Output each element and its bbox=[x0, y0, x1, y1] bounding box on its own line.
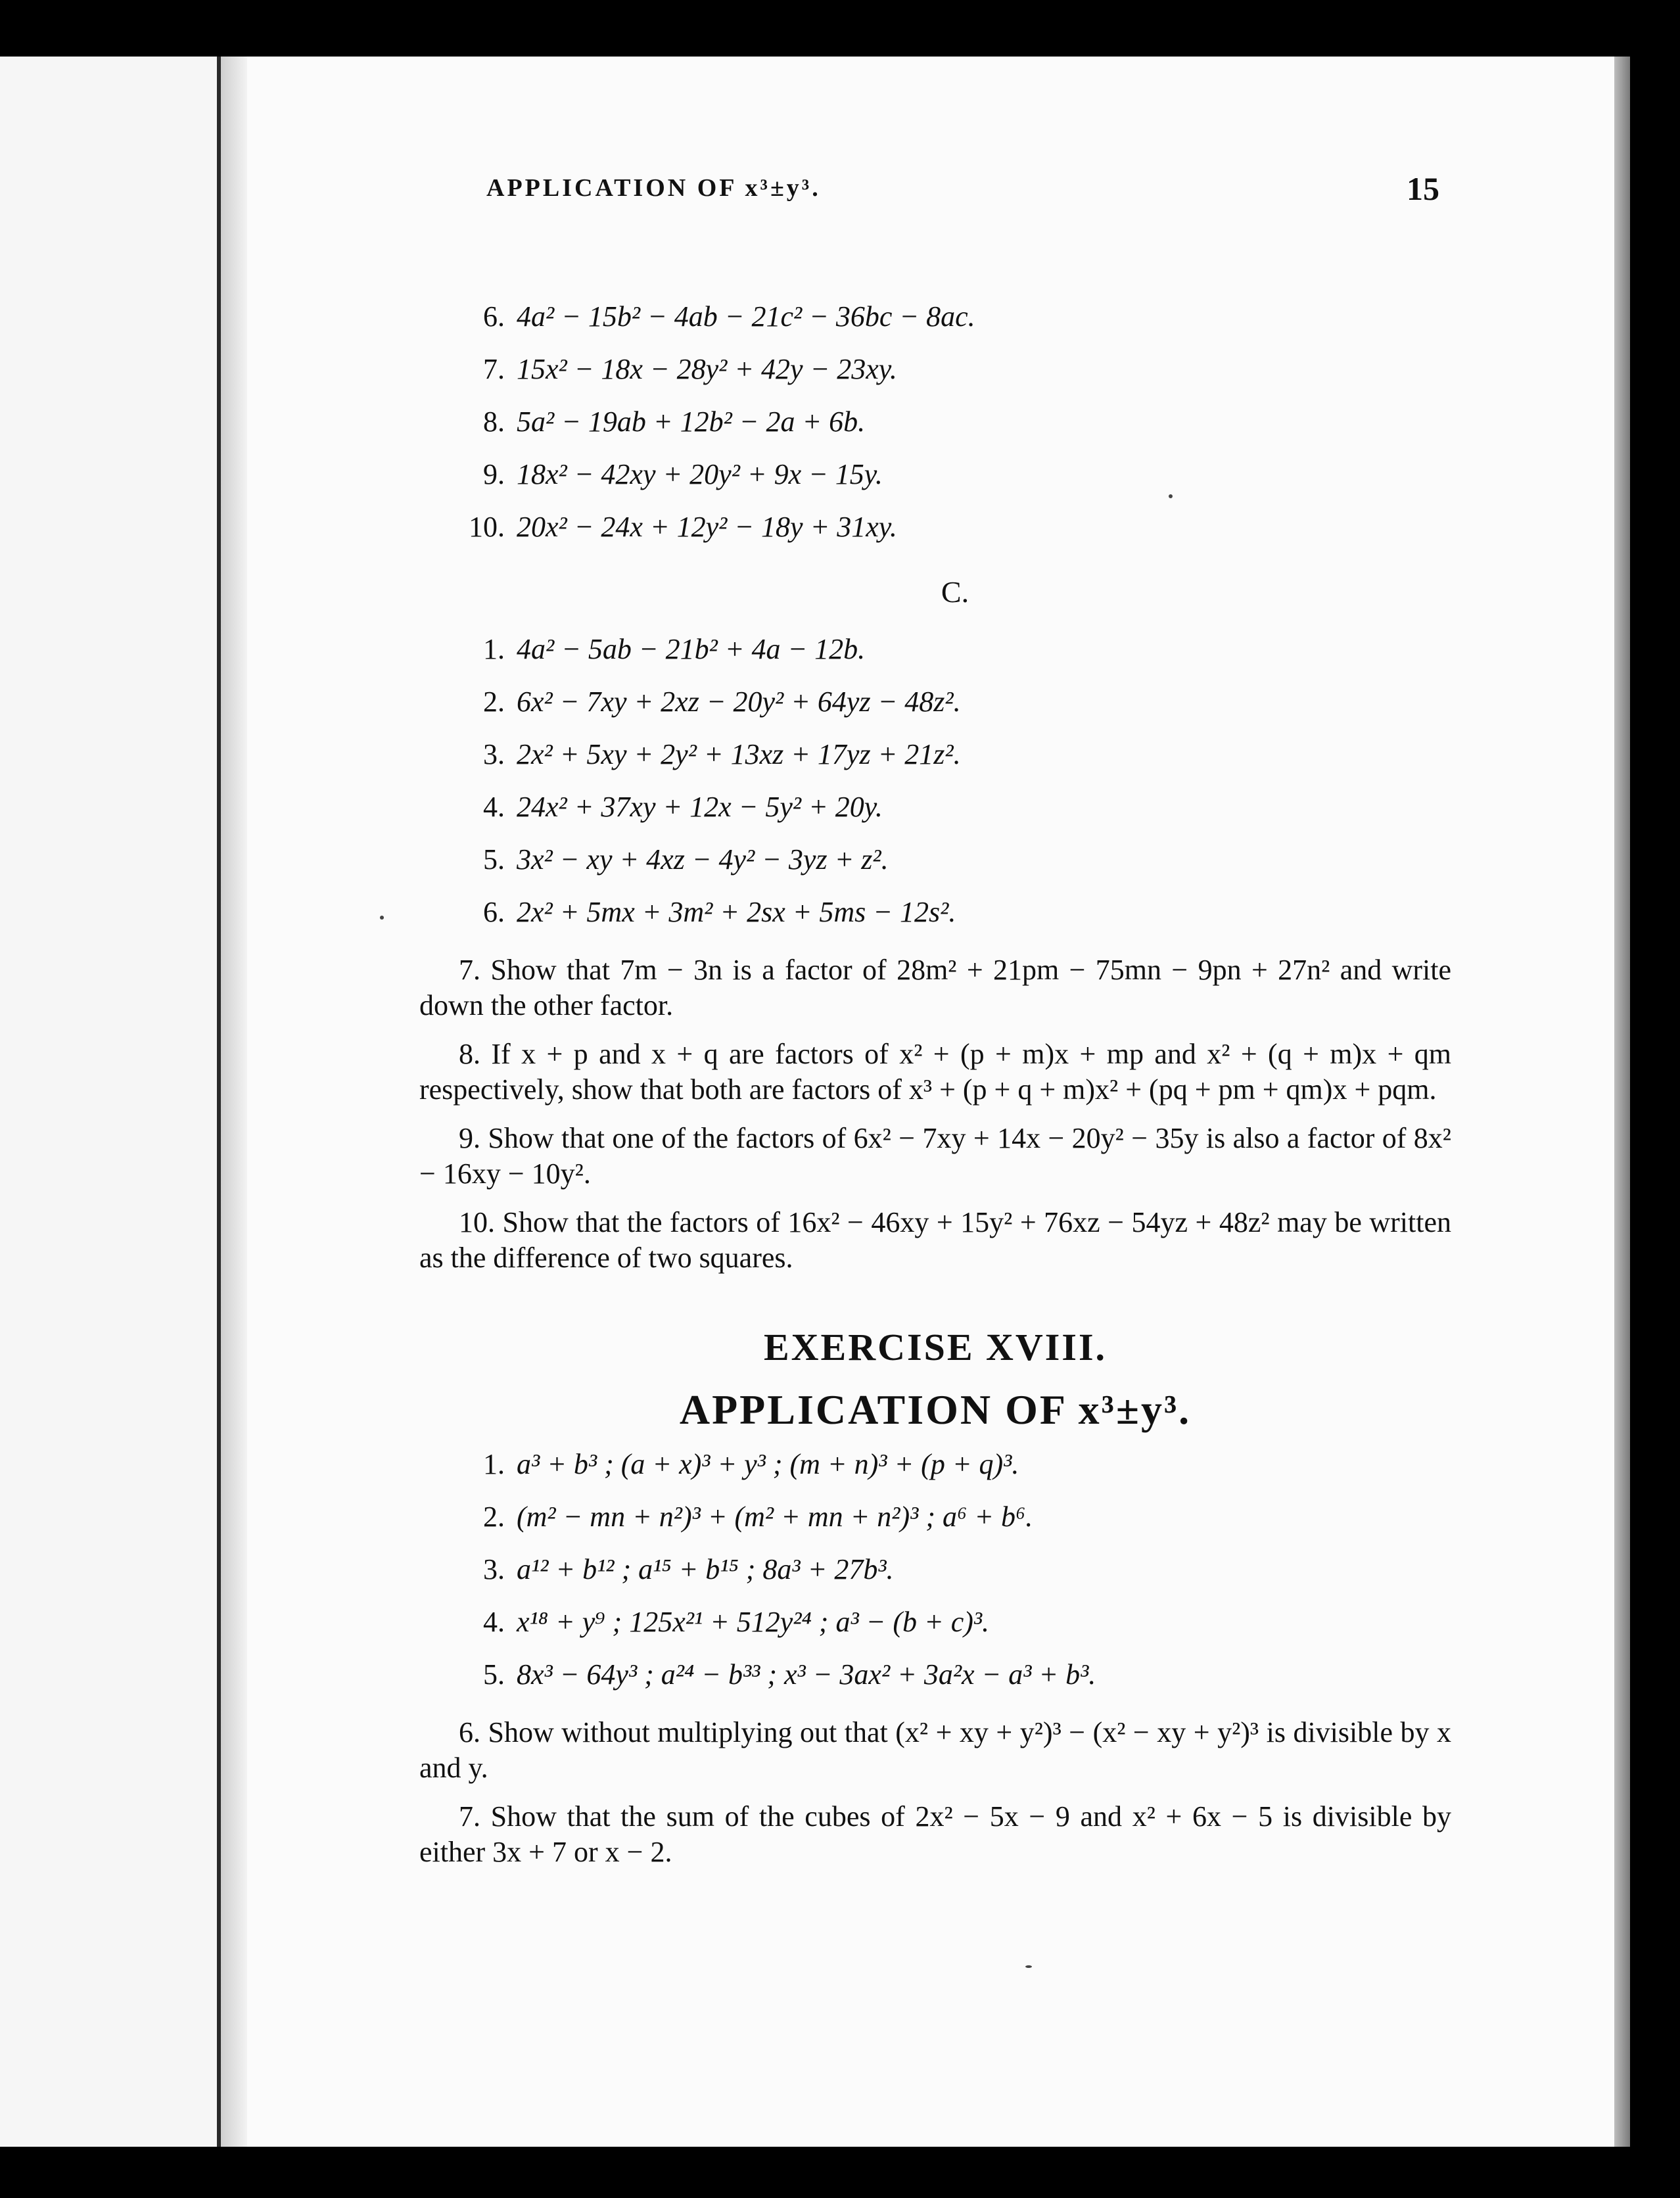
problem-item: 10. Show that the factors of 16x² − 46xy + 15y² + 76xz − 54yz + 48z² may be written as the difference of two squares. bbox=[419, 1206, 1451, 1274]
list-item: 1. a³ + b³ ; (a + x)³ + y³ ; (m + n)³ + (p + q)³. bbox=[483, 1448, 1019, 1480]
list-item: 8. 5a² − 19ab + 12b² − 2a + 6b. bbox=[483, 406, 866, 438]
list-item: 2. 6x² − 7xy + 2xz − 20y² + 64yz − 48z². bbox=[483, 686, 961, 718]
page-edge bbox=[1614, 57, 1630, 2147]
list-item: 9. 18x² − 42xy + 20y² + 9x − 15y. bbox=[483, 458, 883, 490]
list-item: 6. 4a² − 15b² − 4ab − 21c² − 36bc − 8ac. bbox=[483, 300, 975, 333]
facing-page bbox=[0, 57, 221, 2147]
exercise-list-b bbox=[419, 299, 1451, 562]
page-body bbox=[419, 299, 1451, 1883]
section-label-c: C. bbox=[941, 575, 969, 609]
running-head: APPLICATION OF x³±y³. bbox=[486, 174, 821, 202]
page-header bbox=[486, 170, 1439, 209]
problems-c bbox=[419, 952, 1451, 1276]
problem-item: 7. Show that 7m − 3n is a factor of 28m² + 21pm − 75mn − 9pn + 27n² and write down the other factor. bbox=[419, 954, 1451, 1021]
scan-speck bbox=[1025, 1965, 1032, 1968]
list-item: 2. (m² − mn + n²)³ + (m² + mn + n²)³ ; a⁶ + b⁶. bbox=[483, 1501, 1033, 1533]
problem-item: 8. If x + p and x + q are factors of x² + (p + m)x + mp and x² + (q + m)x + qm respectively, show that both are factors of x³ + (p + q + m)x² + (pq + pm + qm)x + pqm. bbox=[419, 1038, 1451, 1106]
book-gutter bbox=[221, 57, 247, 2147]
exercise-list-xviii bbox=[419, 1447, 1451, 1710]
problems-xviii bbox=[419, 1715, 1451, 1870]
list-item: 10. 20x² − 24x + 12y² − 18y + 31xy. bbox=[469, 511, 897, 543]
exercise-subtitle: APPLICATION OF x³±y³. bbox=[679, 1386, 1192, 1433]
problem-item: 7. Show that the sum of the cubes of 2x² − 5x − 9 and x² + 6x − 5 is divisible by either 3x + 7 or x − 2. bbox=[419, 1800, 1451, 1868]
list-item: 7. 15x² − 18x − 28y² + 42y − 23xy. bbox=[483, 353, 897, 385]
list-item: 3. 2x² + 5xy + 2y² + 13xz + 17yz + 21z². bbox=[483, 738, 961, 770]
page-number: 15 bbox=[1407, 170, 1439, 207]
list-item: 5. 8x³ − 64y³ ; a²⁴ − b³³ ; x³ − 3ax² + 3a²x − a³ + b³. bbox=[483, 1658, 1096, 1691]
list-item: 4. 24x² + 37xy + 12x − 5y² + 20y. bbox=[483, 791, 883, 823]
list-item: 5. 3x² − xy + 4xz − 4y² − 3yz + z². bbox=[483, 843, 889, 876]
list-item: 3. a¹² + b¹² ; a¹⁵ + b¹⁵ ; 8a³ + 27b³. bbox=[483, 1553, 894, 1585]
exercise-title: EXERCISE XVIII. bbox=[763, 1326, 1108, 1368]
exercise-list-c bbox=[419, 632, 1451, 947]
problem-item: 9. Show that one of the factors of 6x² − 7xy + 14x − 20y² − 35y is also a factor of 8x² − 16xy − 10y². bbox=[419, 1122, 1452, 1190]
list-item: 6. 2x² + 5mx + 3m² + 2sx + 5ms − 12s². bbox=[483, 896, 956, 928]
list-item: 4. x¹⁸ + y⁹ ; 125x²¹ + 512y²⁴ ; a³ − (b + c)³. bbox=[483, 1606, 990, 1638]
scan-speck bbox=[380, 916, 384, 920]
problem-item: 6. Show without multiplying out that (x² + xy + y²)³ − (x² − xy + y²)³ is divisible by x and y. bbox=[419, 1716, 1452, 1784]
list-item: 1. 4a² − 5ab − 21b² + 4a − 12b. bbox=[483, 633, 866, 665]
